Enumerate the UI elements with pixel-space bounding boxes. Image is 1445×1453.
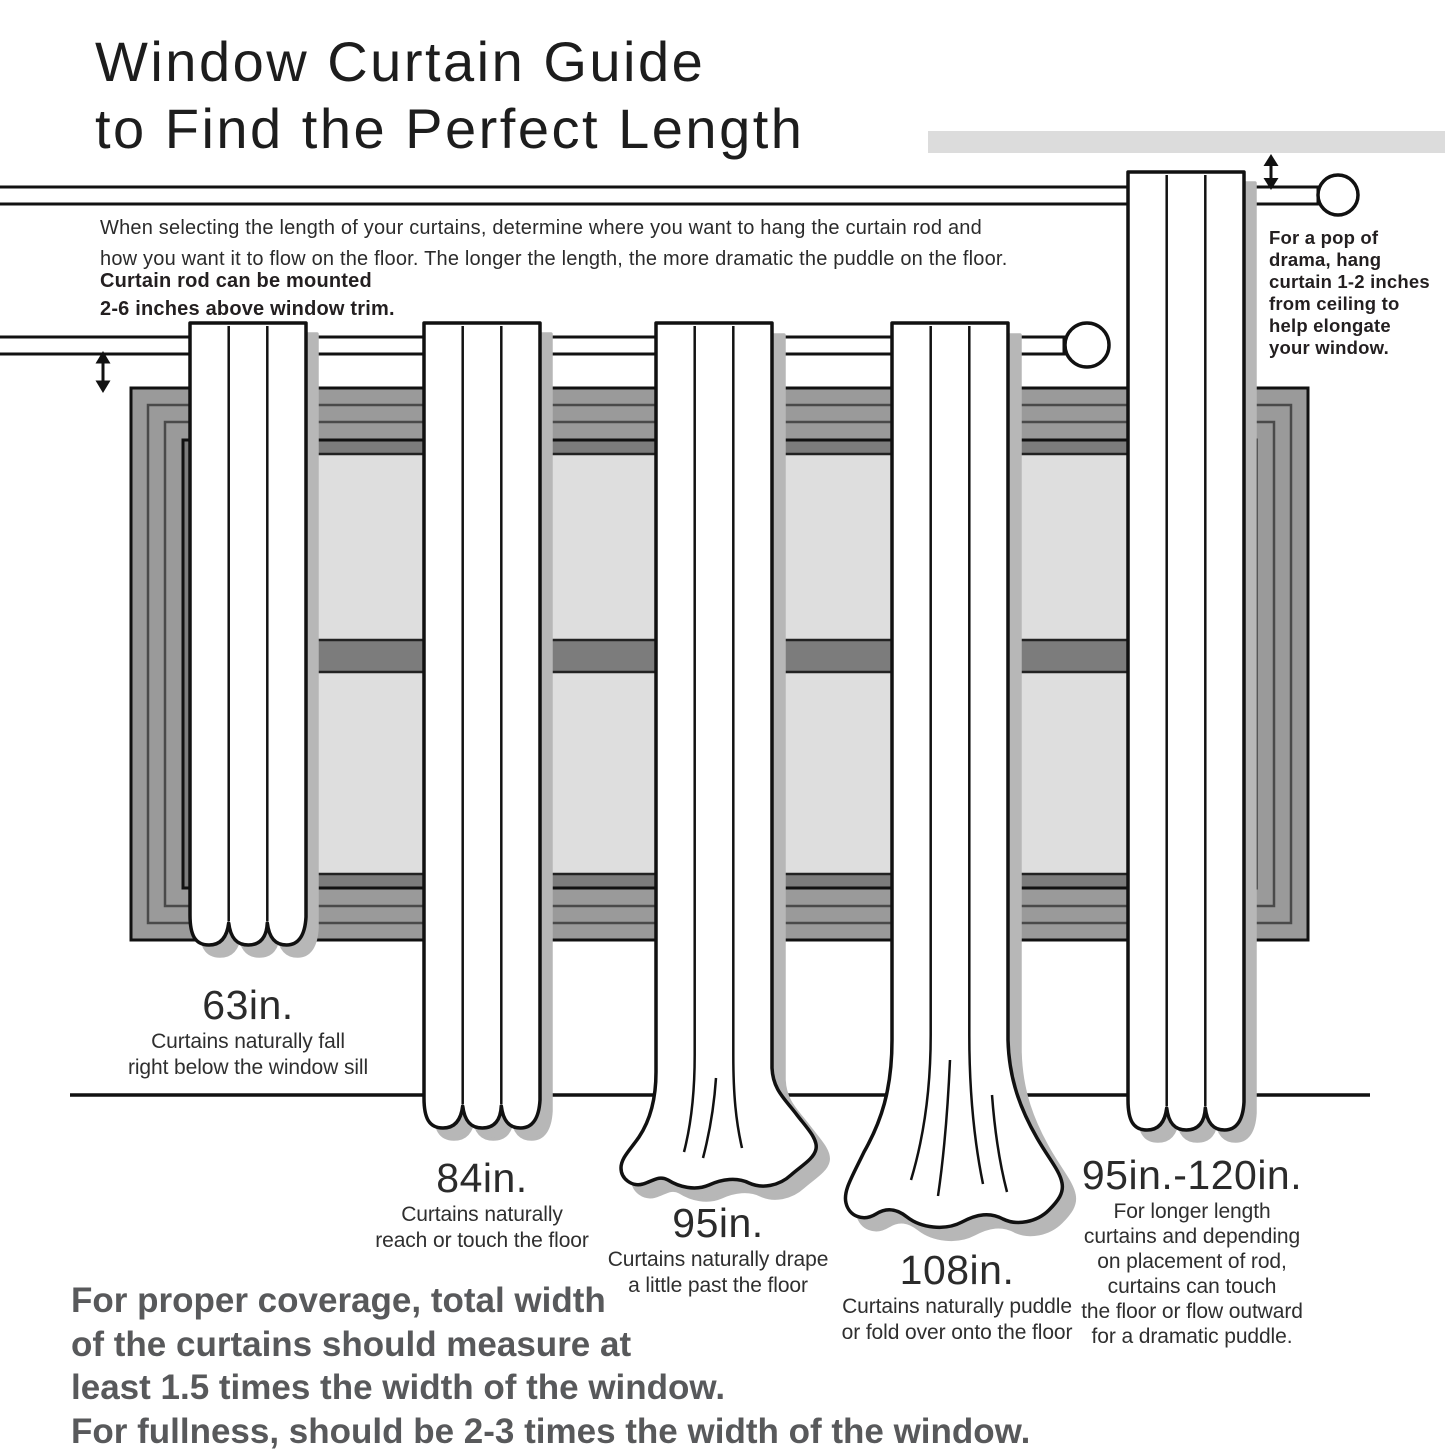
rod-finial bbox=[1065, 323, 1109, 367]
label-95-120in: 95in.-120in. For longer length curtains and depending on placement of rod, curtains can touch the floor or flow outward for a dramatic puddle. bbox=[1022, 1153, 1362, 1349]
length-value: 84in. bbox=[436, 1155, 528, 1201]
title-line: to Find the Perfect Length bbox=[95, 97, 805, 160]
length-value: 95in. bbox=[672, 1200, 764, 1246]
page-title bbox=[95, 28, 804, 162]
coverage-note: For proper coverage, total width of the curtains should measure at least 1.5 times the width of the window. For fullness, should be 2-3 times the width of the window. bbox=[71, 1281, 1031, 1451]
ceiling-gap-arrow bbox=[1264, 154, 1279, 190]
curtain-95-120in bbox=[1128, 172, 1255, 1141]
label-63in: 63in. Curtains naturally fall right below the window sill bbox=[78, 983, 418, 1081]
rod-finial bbox=[1318, 175, 1358, 215]
curtain-84in bbox=[424, 323, 551, 1139]
title-line: Window Curtain Guide bbox=[95, 30, 706, 93]
ceiling-hang-note: For a pop of drama, hang curtain 1-2 inches from ceiling to help elongate your window. bbox=[1269, 227, 1430, 358]
intro-text: When selecting the length of your curtains, determine where you want to hang the curtain rod and how you want it to flow on the floor. The longer the length, the more dramatic the puddle on the floor. bbox=[100, 217, 1008, 270]
rod-height-arrow bbox=[96, 351, 111, 393]
length-value: 108in. bbox=[899, 1247, 1015, 1293]
rod-mount-note: Curtain rod can be mounted 2-6 inches above window trim. bbox=[100, 270, 395, 320]
label-84in: 84in. Curtains naturally reach or touch the floor bbox=[312, 1156, 652, 1254]
label-95in: 95in. Curtains naturally drape a little past the floor bbox=[548, 1201, 888, 1299]
ceiling-bar bbox=[928, 131, 1445, 153]
length-value: 95in.-120in. bbox=[1081, 1152, 1303, 1198]
length-value: 63in. bbox=[202, 982, 294, 1028]
curtain-63in bbox=[190, 323, 317, 956]
label-108in: 108in. Curtains naturally puddle or fold over onto the floor bbox=[787, 1248, 1127, 1346]
